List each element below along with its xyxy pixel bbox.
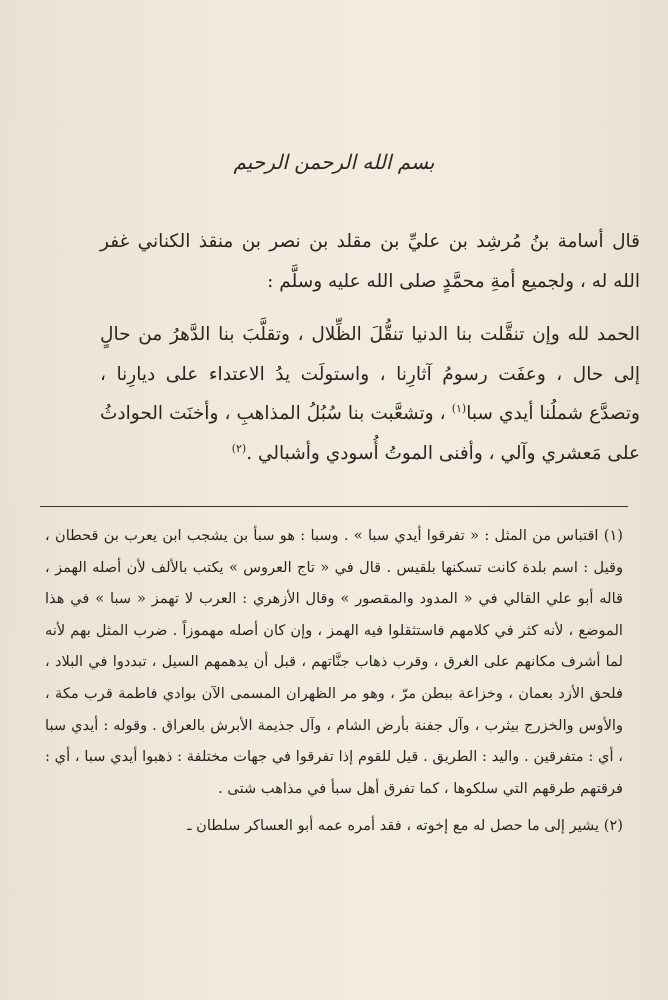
main-text — [100, 222, 640, 473]
body-text-part2: ، وتشعَّبت بنا سُبُلُ المذاهبِ ، وأخنَت الحوادثُ على مَعشري وآلي ، وأفنى الموتُ أُسودي وأشبالي . — [100, 403, 640, 464]
footnote-divider — [40, 506, 628, 507]
footnote-2: (٢) يشير إلى ما حصل له مع إخوته ، فقد أمره عمه أبو العساكر سلطان ـ — [187, 817, 623, 835]
footnotes — [45, 520, 623, 842]
basmala-heading: بسم الله الرحمن الرحيم — [233, 150, 435, 174]
body-paragraph — [100, 315, 640, 473]
footnote-ref-2: (٢) — [231, 441, 247, 455]
body-text-part1: الحمد لله وإن تنقَّلت بنا الدنيا تنقُّلَ الظِّلال ، وتقلَّبَ بنا الدَّهرُ من حالٍ إلى حال ، وعفَت رسومُ آثارِنا ، واستولَت يدُ الاعتداء على ديارِنا ، وتصدَّع شملُنا أيدي سبا — [100, 324, 640, 424]
intro-line: قال أسامة بنُ مُرشِد بن عليِّ بن مقلد بن نصر بن منقذ الكناني غفر الله له ، ولجميع أمةِ محمَّدٍ صلى الله عليه وسلَّم : — [100, 231, 640, 292]
footnote-ref-1: (١) — [451, 401, 467, 415]
footnote-1: (١) اقتباس من المثل : « تفرقوا أيدي سبا » . وسبا : هو سبأ بن يشجب ابن يعرب بن قحطان ، وقيل : اسم بلدة كانت تسكنها بلقيس . قال في « تاج العروس » يكتب بالألف لأن أصله الهمز ، قاله أبو علي القالي في « المدود والمقصور » وقال الأزهري : العرب لا تهمز « سبا » في هذا الموضع ، لأنه كثر في كلامهم فاستثقلوا فيه الهمز ، وإن كان أصله مهموزاً . ضرب المثل بهم لأنه لما أشرف مكانهم على الغرق ، وقرب ذهاب جنَّاتهم ، قبل أن يدهمهم السيل ، تبددوا في البلاد ، فلحق الأزد بعمان ، وخزاعة ببطن مرّ ، وهو مر الظهران المسمى الآن بوادي فاطمة قرب مكة ، والأوس والخزرج بيثرب ، وآل جفنة بأرض الشام ، وآل جذيمة الأبرش بالعراق . وقوله : أيدي سبا ، أي : متفرقين . واليد : الطريق . قيل للقوم إذا تفرقوا في جهات مختلفة : ذهبوا أيدي سبا ، أي : فرقتهم طرقهم التي سلكوها ، كما تفرق أهل سبأ في مذاهب شتى . — [45, 527, 623, 797]
